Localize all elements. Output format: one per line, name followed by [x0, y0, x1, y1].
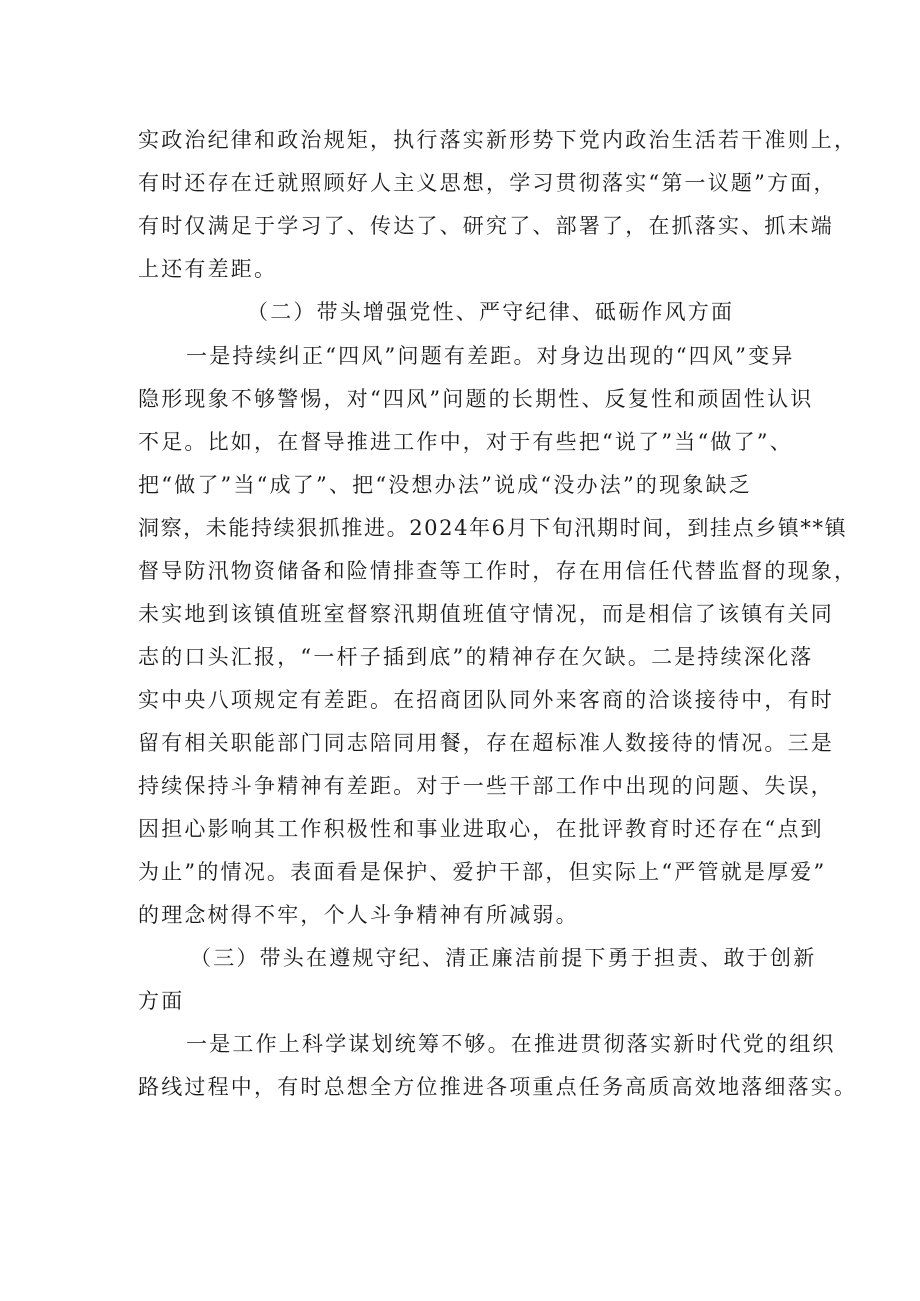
text-line: 持续保持斗争精神有差距。对于一些干部工作中出现的问题、失误，: [138, 774, 834, 798]
text-line: 志的口头汇报，“一杆子插到底”的精神存在欠缺。二是持续深化落: [138, 645, 814, 669]
text-line: 为止”的情况。表面看是保护、爱护干部，但实际上“严管就是厚爱”: [138, 860, 827, 884]
text-line: 未实地到该镇值班室督察汛期值班值守情况，而是相信了该镇有关同: [138, 602, 834, 626]
text-line: 实中央八项规定有差距。在招商团队同外来客商的洽谈接待中，有时: [138, 688, 834, 712]
text-line: 隐形现象不够警惕，对“四风”问题的长期性、反复性和顽固性认识: [138, 387, 814, 411]
text-line: 上还有差距。: [138, 257, 278, 281]
section-heading-continuation: 方面: [138, 989, 185, 1013]
text-line: 路线过程中，有时总想全方位推进各项重点任务高质高效地落细落实。: [138, 1075, 858, 1099]
paragraph-first-line: 一是持续纠正“四风”问题有差距。对身边出现的“四风”变异: [186, 344, 795, 368]
text-line: 洞察，未能持续狠抓推进。2024年6月下旬汛期时间，到挂点乡镇**镇: [138, 516, 848, 540]
text-line: 不足。比如，在督导推进工作中，对于有些把“说了”当“做了”、: [138, 430, 793, 454]
section-heading: （二）带头增强党性、严守纪律、砥砺作风方面: [247, 300, 735, 324]
text-line: 有时仅满足于学习了、传达了、研究了、部署了，在抓落实、抓末端: [138, 214, 834, 238]
text-line: 把“做了”当“成了”、把“没想办法”说成“没办法”的现象缺乏: [138, 473, 752, 497]
section-heading: （三）带头在遵规守纪、清正廉洁前提下勇于担责、敢于创新: [190, 946, 817, 970]
paragraph-first-line: 一是工作上科学谋划统筹不够。在推进贯彻落实新时代党的组织: [186, 1032, 836, 1056]
text-line: 留有相关职能部门同志陪同用餐，存在超标准人数接待的情况。三是: [138, 731, 834, 755]
text-line: 因担心影响其工作积极性和事业进取心，在批评教育时还存在“点到: [138, 817, 824, 841]
text-line: 督导防汛物资储备和险情排查等工作时，存在用信任代替监督的现象，: [138, 559, 858, 583]
text-line: 的理念树得不牢，个人斗争精神有所减弱。: [138, 903, 579, 927]
text-line: 实政治纪律和政治规矩，执行落实新形势下党内政治生活若干准则上，: [138, 128, 858, 152]
text-line: 有时还存在迁就照顾好人主义思想，学习贯彻落实“第一议题”方面，: [138, 171, 837, 195]
